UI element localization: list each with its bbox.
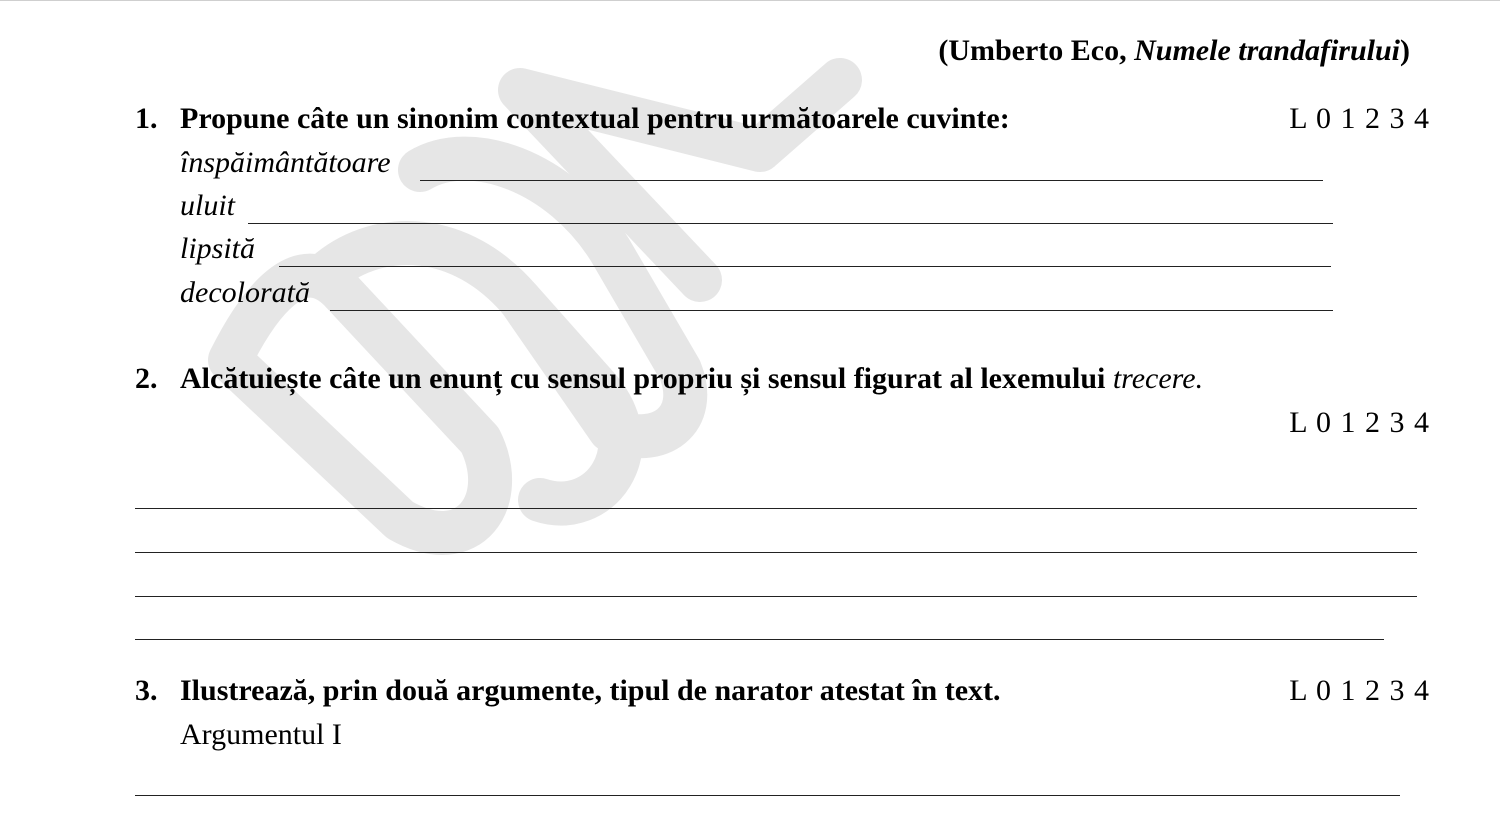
source-author: (Umberto Eco,: [938, 34, 1135, 67]
source-close: ): [1400, 34, 1410, 67]
q1-word-4: decolorată: [180, 276, 310, 309]
question-3-number: 3.: [135, 674, 158, 707]
q1-word-3: lipsită: [180, 232, 256, 265]
question-1-score: L 0 1 2 3 4: [1289, 102, 1430, 135]
q1-word-2: uluit: [180, 189, 236, 222]
q3-answer-line-1[interactable]: [135, 795, 1400, 796]
q2-answer-line-1[interactable]: [135, 508, 1417, 509]
question-1-number: 1.: [135, 102, 158, 135]
question-2-score: L 0 1 2 3 4: [1289, 406, 1430, 439]
q2-answer-line-4[interactable]: [135, 639, 1384, 640]
q1-answer-line-4[interactable]: [330, 310, 1333, 311]
question-2-term: trecere.: [1112, 362, 1204, 395]
q1-answer-line-2[interactable]: [248, 223, 1333, 224]
argument-1-label: Argumentul I: [180, 718, 342, 751]
source-citation: [938, 34, 1410, 68]
top-border: [0, 0, 1500, 1]
question-2-prompt: Alcătuiește câte un enunț cu sensul propriu și sensul figurat al lexemului: [180, 362, 1113, 395]
q1-word-1: înspăimântătoare: [180, 146, 391, 179]
source-title: Numele trandafirului: [1134, 34, 1400, 67]
q1-answer-line-1[interactable]: [420, 180, 1323, 181]
question-2-text: [180, 362, 1203, 396]
question-2-number: 2.: [135, 362, 158, 395]
question-3-score: L 0 1 2 3 4: [1289, 674, 1430, 707]
question-1-text: Propune câte un sinonim contextual pentru următoarele cuvinte:: [180, 102, 1010, 135]
question-3-text: Ilustrează, prin două argumente, tipul de narator atestat în text.: [180, 674, 1001, 707]
q2-answer-line-3[interactable]: [135, 596, 1417, 597]
q1-answer-line-3[interactable]: [279, 266, 1331, 267]
q2-answer-line-2[interactable]: [135, 552, 1417, 553]
